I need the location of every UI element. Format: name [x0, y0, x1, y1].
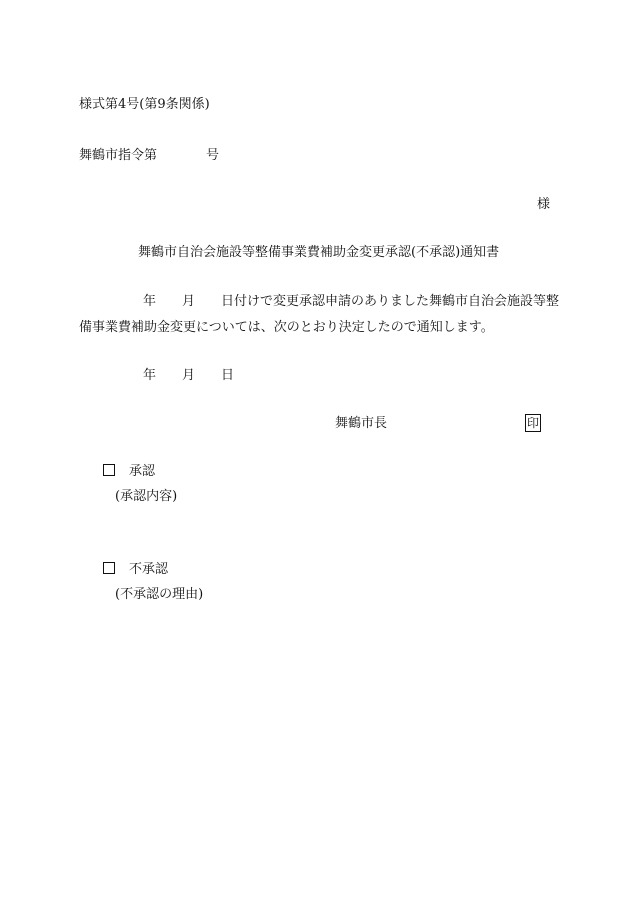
reject-checkbox[interactable]: [103, 562, 115, 574]
body-text-line-1: [143, 294, 559, 310]
notice-date: [143, 368, 234, 384]
mayor-title: 舞鶴市長: [335, 416, 388, 431]
seal-stamp: 印: [526, 416, 539, 430]
directive-number-suffix: 号: [206, 148, 220, 163]
body-text-line-2: 備事業費補助金変更については、次のとおり決定したので通知します。: [79, 320, 494, 335]
approve-checkbox[interactable]: [103, 464, 115, 476]
body-line-1-rest: 日付けで変更承認申請のありました舞鶴市自治会施設等整: [221, 294, 560, 309]
approve-label: 承認: [129, 464, 156, 479]
date-day: 日: [221, 368, 235, 383]
body-year: 年: [143, 294, 157, 309]
reject-detail-label: (不承認の理由): [115, 587, 204, 602]
directive-number-label: 舞鶴市指令第: [79, 148, 158, 163]
date-year: 年: [143, 368, 157, 383]
reject-label: 不承認: [129, 562, 169, 577]
approve-detail-label: (承認内容): [115, 489, 178, 504]
date-month: 月: [182, 368, 196, 383]
document-title: 舞鶴市自治会施設等整備事業費補助金変更承認(不承認)通知書: [138, 245, 500, 260]
body-month: 月: [182, 294, 196, 309]
option-approve[interactable]: [103, 464, 155, 480]
option-reject[interactable]: [103, 562, 168, 578]
addressee-honorific: 様: [537, 197, 551, 212]
form-number: 様式第4号(第9条関係): [79, 97, 210, 112]
